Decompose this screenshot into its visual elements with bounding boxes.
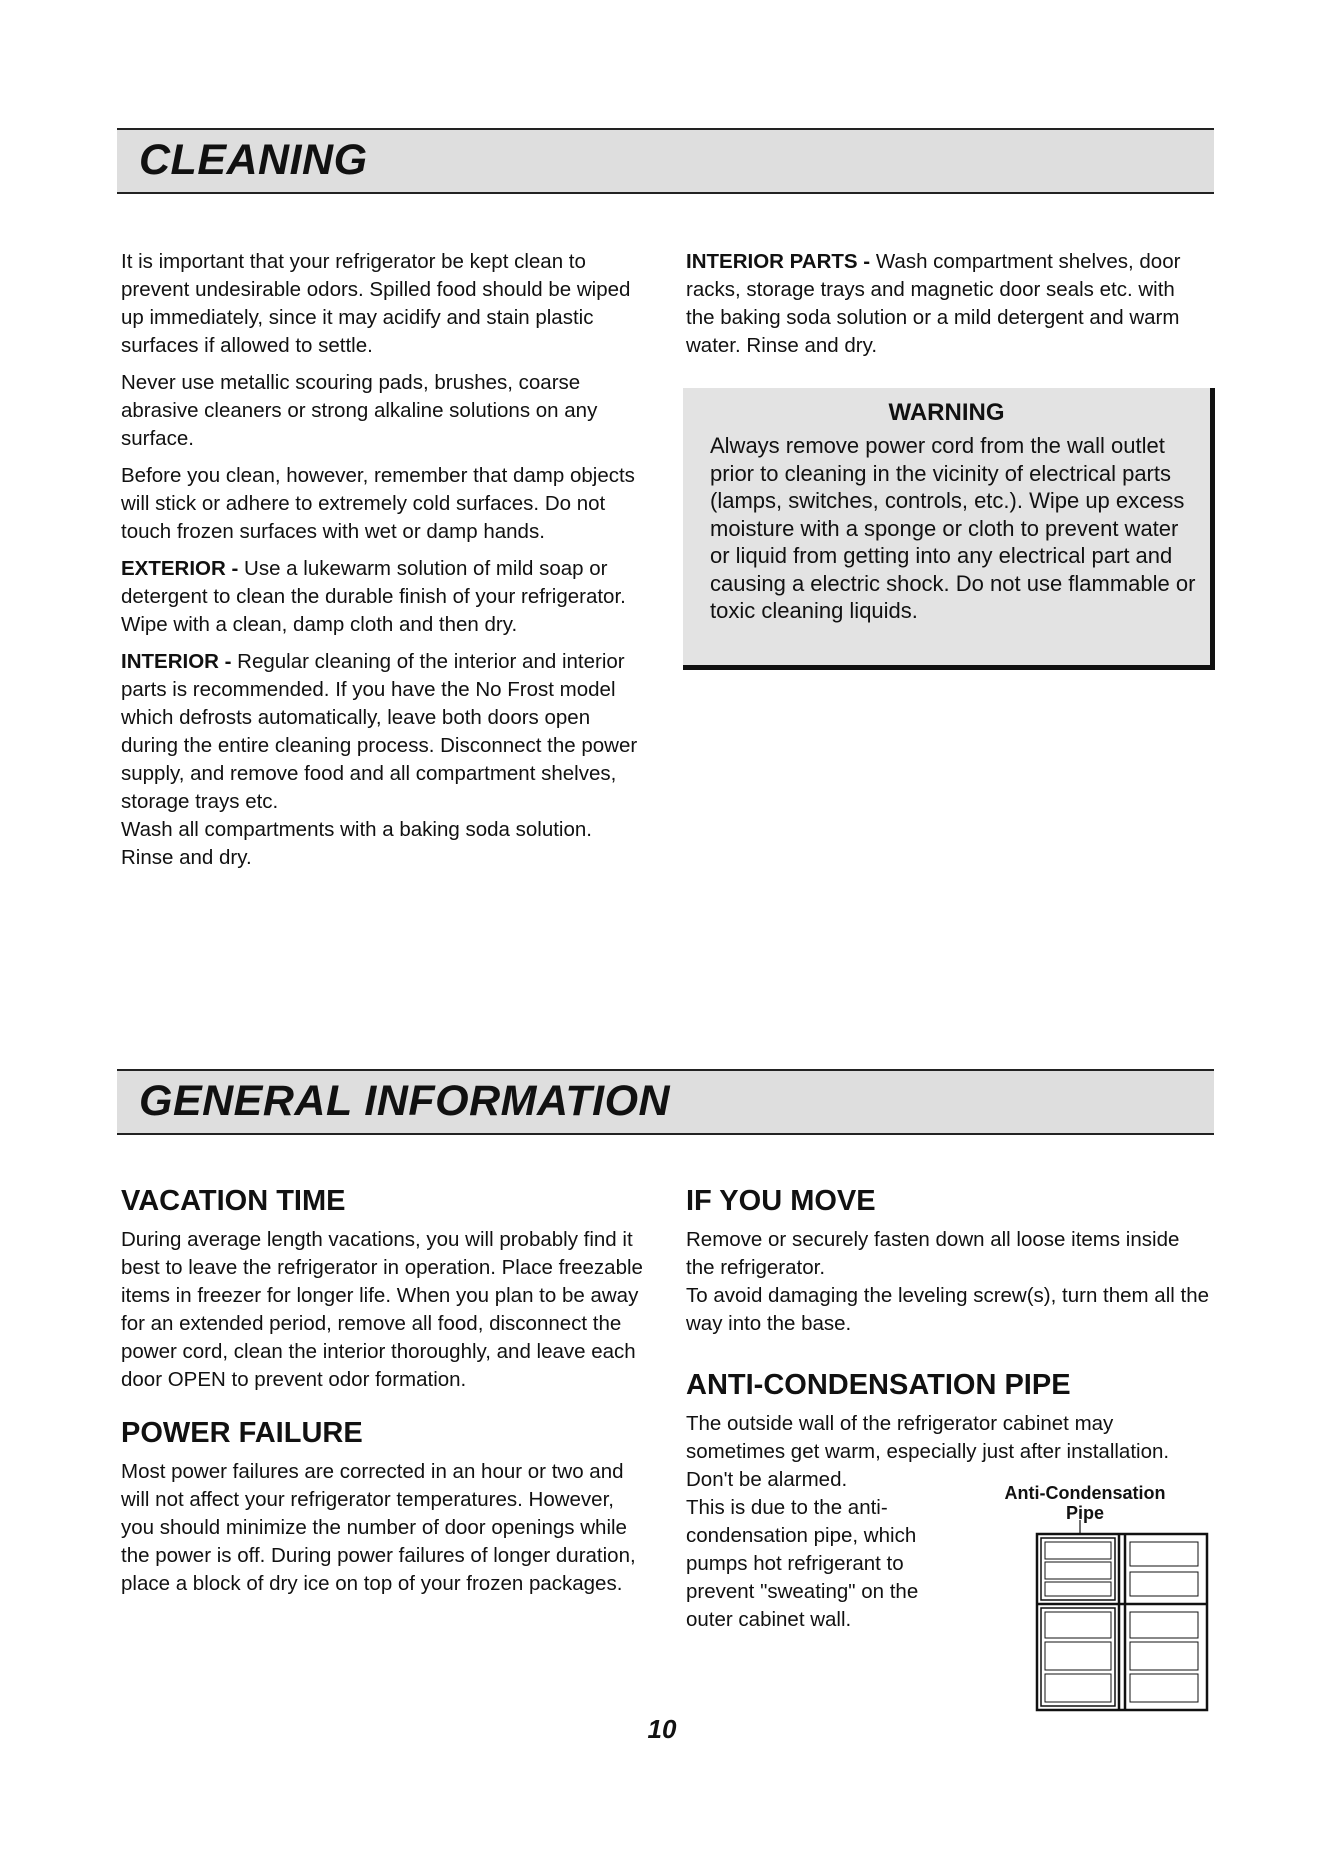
general-info-title: GENERAL INFORMATION	[139, 1077, 671, 1125]
acp-alarm: Don't be alarmed.	[686, 1468, 848, 1491]
exterior-text: Use a lukewarm solution of mild soap or detergent to clean the durable finish of your refrigerator. Wipe with a clean, damp cloth and then dry.	[121, 557, 626, 636]
vacation-text: During average length vacations, you will probably find it best to leave the refrigerator in operation. Place freezable items in freezer for longer life. When you plan to be away for an extended period, remove all food, disconnect the power cord, clean the interior thoroughly, and leave each door OPEN to prevent odor formation.	[121, 1228, 643, 1391]
interior-label: INTERIOR -	[121, 650, 232, 673]
cleaning-exterior	[121, 555, 649, 639]
exterior-label: EXTERIOR -	[121, 557, 239, 580]
cleaning-interior-parts	[686, 248, 1206, 360]
warning-text: Always remove power cord from the wall outlet prior to cleaning in the vicinity of electrical parts (lamps, switches, controls, etc.). Wipe up excess moisture with a sponge or cloth to prevent water or liquid from getting into any electrical part and causing a electric shock. Do not use flammable or toxic cleaning liquids.	[710, 433, 1196, 623]
page-number: 10	[647, 1714, 677, 1744]
cleaning-left-column	[121, 248, 649, 881]
interior-parts-text: Wash compartment shelves, door racks, storage trays and magnetic door seals etc. with the baking soda solution or a mild detergent and warm water. Rinse and dry.	[686, 250, 1181, 357]
cleaning-interior	[121, 648, 649, 816]
warning-title: WARNING	[888, 399, 1005, 426]
interior-text: Regular cleaning of the interior and interior parts is recommended. If you have the No Frost model which defrosts automatically, leave both doors open during the entire cleaning process. Disconnect the power supply, and remove food and all compartment shelves, storage trays etc.	[121, 650, 638, 813]
warning-box	[683, 388, 1215, 670]
cleaning-intro: It is important that your refrigerator be kept clean to prevent undesirable odors. Spilled food should be wiped up immediately, since it may acidify and stain plastic surfaces if allowed to settle.	[121, 250, 631, 357]
move-text-2: To avoid damaging the leveling screw(s), turn them all the way into the base.	[686, 1284, 1210, 1335]
cleaning-banner	[117, 128, 1214, 194]
power-failure-text: Most power failures are corrected in an hour or two and will not affect your refrigerator temperatures. However, you should minimize the number of door openings while the power is off. During power failures of longer duration, place a block of dry ice on top of your frozen packages.	[121, 1460, 636, 1595]
power-failure-heading: POWER FAILURE	[121, 1417, 363, 1449]
vacation-heading: VACATION TIME	[121, 1185, 346, 1217]
cleaning-never-use: Never use metallic scouring pads, brushes, coarse abrasive cleaners or strong alkaline solutions on any surface.	[121, 371, 598, 450]
anti-condensation-heading: ANTI-CONDENSATION PIPE	[686, 1369, 1071, 1401]
general-left-column	[121, 1184, 651, 1607]
if-you-move-heading: IF YOU MOVE	[686, 1185, 876, 1217]
interior-parts-label: INTERIOR PARTS -	[686, 250, 871, 273]
move-text-1: Remove or securely fasten down all loose items inside the refrigerator.	[686, 1228, 1180, 1279]
general-info-banner	[117, 1069, 1214, 1135]
refrigerator-diagram-icon	[1035, 1520, 1210, 1712]
acp-text: The outside wall of the refrigerator cabinet may sometimes get warm, especially just after installation.	[686, 1412, 1170, 1463]
cleaning-interior-wash: Wash all compartments with a baking soda solution. Rinse and dry.	[121, 818, 592, 869]
acp-due: This is due to the anti-condensation pipe, which pumps hot refrigerant to prevent "sweating" on the outer cabinet wall.	[686, 1496, 919, 1631]
cleaning-title: CLEANING	[139, 136, 368, 184]
cleaning-right-column	[686, 248, 1206, 369]
anti-condensation-pipe-label: Anti-Condensation Pipe	[1004, 1483, 1166, 1523]
cleaning-before-clean: Before you clean, however, remember that damp objects will stick or adhere to extremely cold surfaces. Do not touch frozen surfaces with wet or damp hands.	[121, 464, 635, 543]
